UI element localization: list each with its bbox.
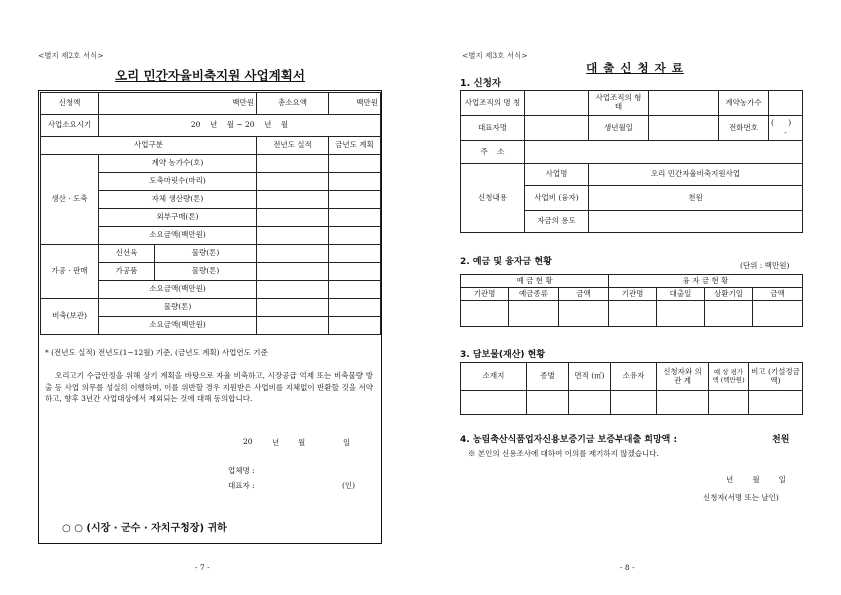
unit-label: (단위 : 백만원) bbox=[740, 261, 790, 270]
date-year-label: 년 bbox=[272, 438, 280, 447]
plan-table bbox=[40, 92, 381, 335]
total-amount-unit: 백만원 bbox=[329, 93, 381, 115]
cell bbox=[257, 227, 329, 245]
cell bbox=[329, 155, 381, 173]
cell bbox=[609, 301, 657, 327]
note-basis: * (전년도 실적) 전년도(1~12월) 기준, (금년도 계획) 사업연도 기준 bbox=[45, 348, 268, 357]
cell bbox=[525, 141, 803, 164]
cell bbox=[329, 209, 381, 227]
proc-processed-qty: 물량(톤) bbox=[155, 263, 257, 281]
cell bbox=[709, 391, 749, 415]
phone-area-code: ( ) bbox=[771, 118, 792, 128]
page-number-left: - 7 - bbox=[195, 563, 210, 572]
col-header: 금액 bbox=[559, 288, 609, 301]
col-header: 금액 bbox=[753, 288, 803, 301]
addressee: ○ ○ (시장 · 군수 · 자치구청장) 귀하 bbox=[62, 523, 227, 534]
cell bbox=[329, 299, 381, 317]
proc-processed: 가공품 bbox=[99, 263, 155, 281]
representative-label: 대표자 : bbox=[228, 481, 255, 490]
cell bbox=[257, 155, 329, 173]
cell bbox=[257, 263, 329, 281]
contract-farms-label: 계약농가수 bbox=[719, 91, 769, 116]
apply-amount-unit: 백만원 bbox=[99, 93, 257, 115]
birth-date-label: 생년월일 bbox=[589, 116, 649, 141]
cell bbox=[257, 299, 329, 317]
prod-item: 소요금액(백만원) bbox=[99, 227, 257, 245]
deposit-loan-table bbox=[460, 274, 803, 327]
cell bbox=[257, 281, 329, 299]
group-processing: 가공 · 판매 bbox=[41, 245, 99, 299]
phone-label: 전화번호 bbox=[719, 116, 769, 141]
cell bbox=[257, 209, 329, 227]
org-name-label: 사업조직의 명 칭 bbox=[461, 91, 525, 116]
project-cost-unit: 천원 bbox=[589, 186, 803, 211]
period-value: 20 년 월 ~ 20 년 월 bbox=[99, 115, 381, 137]
cell bbox=[329, 245, 381, 263]
header-prev-year: 전년도 실적 bbox=[257, 137, 329, 155]
apply-content-label: 신청내용 bbox=[461, 164, 525, 233]
col-header: 상환기일 bbox=[705, 288, 753, 301]
cell bbox=[657, 391, 709, 415]
col-header: 기관명 bbox=[609, 288, 657, 301]
loan-group-header: 융 자 금 현 황 bbox=[609, 275, 803, 288]
seal-mark: (인) bbox=[342, 481, 356, 490]
cell bbox=[611, 391, 657, 415]
collateral-table bbox=[460, 362, 803, 415]
period-label: 사업소요시기 bbox=[41, 115, 99, 137]
proc-cost: 소요금액(백만원) bbox=[99, 281, 257, 299]
prod-item: 도축마릿수(마리) bbox=[99, 173, 257, 191]
prod-item: 자체 생산량(톤) bbox=[99, 191, 257, 209]
cell bbox=[257, 173, 329, 191]
credit-check-note: ※ 본인의 신용조사에 대하여 이의를 제기하지 않겠습니다. bbox=[468, 449, 659, 458]
cell bbox=[525, 91, 589, 116]
section-deposits: 2. 예금 및 융자금 현황 bbox=[460, 257, 552, 267]
cell bbox=[589, 211, 803, 233]
col-header: 종별 bbox=[527, 363, 569, 391]
date-year: 20 bbox=[243, 437, 253, 446]
stock-qty: 물량(톤) bbox=[99, 299, 257, 317]
cell bbox=[329, 173, 381, 191]
col-header: 대출일 bbox=[657, 288, 705, 301]
cell bbox=[461, 301, 509, 327]
cell bbox=[329, 263, 381, 281]
cell bbox=[509, 301, 559, 327]
cell bbox=[525, 116, 589, 141]
cell bbox=[649, 91, 719, 116]
signer-label: 신청자(서명 또는 날인) bbox=[703, 493, 779, 502]
group-production: 생산 · 도축 bbox=[41, 155, 99, 245]
phone-value bbox=[769, 116, 803, 141]
cell bbox=[461, 391, 527, 415]
prod-item: 외부구매(톤) bbox=[99, 209, 257, 227]
cell bbox=[649, 116, 719, 141]
apply-amount-label: 신청액 bbox=[41, 93, 99, 115]
org-type-label: 사업조직의 형 태 bbox=[589, 91, 649, 116]
pledge-text: 오리고기 수급안정을 위해 상기 계획을 바탕으로 자율 비축하고, 시장공급 억제 또는 비축물량 방출 등 사업 의무를 성실히 이행하며, 이를 위반할 경우 지원받은 사업비를 지체없이 반환할 것을 서약하고, 향후 3년간 사업대상에서 제외되는 것에 대해 동의합니다. bbox=[45, 371, 373, 404]
col-header: 신청자와 의 관 계 bbox=[657, 363, 709, 391]
cell bbox=[753, 301, 803, 327]
col-header: 소유자 bbox=[611, 363, 657, 391]
col-header: 소재지 bbox=[461, 363, 527, 391]
form-label-right: <별지 제3호 서식> bbox=[462, 51, 528, 60]
col-header: 예금종류 bbox=[509, 288, 559, 301]
fund-usage-label: 자금의 용도 bbox=[525, 211, 589, 233]
date-day-label: 일 bbox=[343, 438, 351, 447]
phone-dash: - bbox=[784, 128, 787, 137]
col-header: 면적 (㎡) bbox=[569, 363, 611, 391]
group-stockpile: 비축(보관) bbox=[41, 299, 99, 335]
cell bbox=[257, 191, 329, 209]
form-label-left: <별지 제2호 서식> bbox=[38, 51, 104, 60]
cell bbox=[257, 317, 329, 335]
header-category: 사업구분 bbox=[41, 137, 257, 155]
cell bbox=[329, 227, 381, 245]
cell bbox=[329, 281, 381, 299]
col-header: 기관명 bbox=[461, 288, 509, 301]
project-name-value: 오리 민간자율비축지원사업 bbox=[589, 164, 803, 186]
cell bbox=[559, 301, 609, 327]
project-name-label: 사업명 bbox=[525, 164, 589, 186]
address-label: 주 소 bbox=[461, 141, 525, 164]
cell bbox=[657, 301, 705, 327]
applicant-table bbox=[460, 90, 803, 233]
deposit-group-header: 예 금 현 황 bbox=[461, 275, 609, 288]
cell bbox=[705, 301, 753, 327]
header-this-year: 금년도 계획 bbox=[329, 137, 381, 155]
section-guarantee: 4. 농림축산식품업자신용보증기금 보증부대출 희망액 : bbox=[460, 435, 678, 445]
proc-fresh: 신선육 bbox=[99, 245, 155, 263]
cell bbox=[257, 245, 329, 263]
col-header: 비고 (기설정금액) bbox=[749, 363, 803, 391]
page-title-left: 오리 민간자율비축지원 사업계획서 bbox=[115, 68, 305, 83]
signature-date: 년 월 일 bbox=[726, 475, 786, 484]
project-cost-label: 사업비 (융자) bbox=[525, 186, 589, 211]
cell bbox=[749, 391, 803, 415]
cell bbox=[569, 391, 611, 415]
total-amount-label: 총소요액 bbox=[257, 93, 329, 115]
stock-cost: 소요금액(백만원) bbox=[99, 317, 257, 335]
col-header: 예 상 평가액 (백만원) bbox=[709, 363, 749, 391]
section-collateral: 3. 담보물(재산) 현황 bbox=[460, 350, 546, 360]
section-applicant: 1. 신청자 bbox=[460, 78, 502, 89]
guarantee-unit: 천원 bbox=[772, 435, 790, 445]
cell bbox=[329, 317, 381, 335]
cell bbox=[527, 391, 569, 415]
cell bbox=[329, 191, 381, 209]
proc-fresh-qty: 물량(톤) bbox=[155, 245, 257, 263]
page-title-right: 대 출 신 청 자 료 bbox=[586, 61, 684, 75]
page-number-right: - 8 - bbox=[620, 563, 635, 572]
prod-item: 계약 농가수(호) bbox=[99, 155, 257, 173]
company-label: 업체명 : bbox=[228, 466, 255, 475]
date-month-label: 월 bbox=[298, 438, 306, 447]
rep-name-label: 대표자명 bbox=[461, 116, 525, 141]
cell bbox=[769, 91, 803, 116]
